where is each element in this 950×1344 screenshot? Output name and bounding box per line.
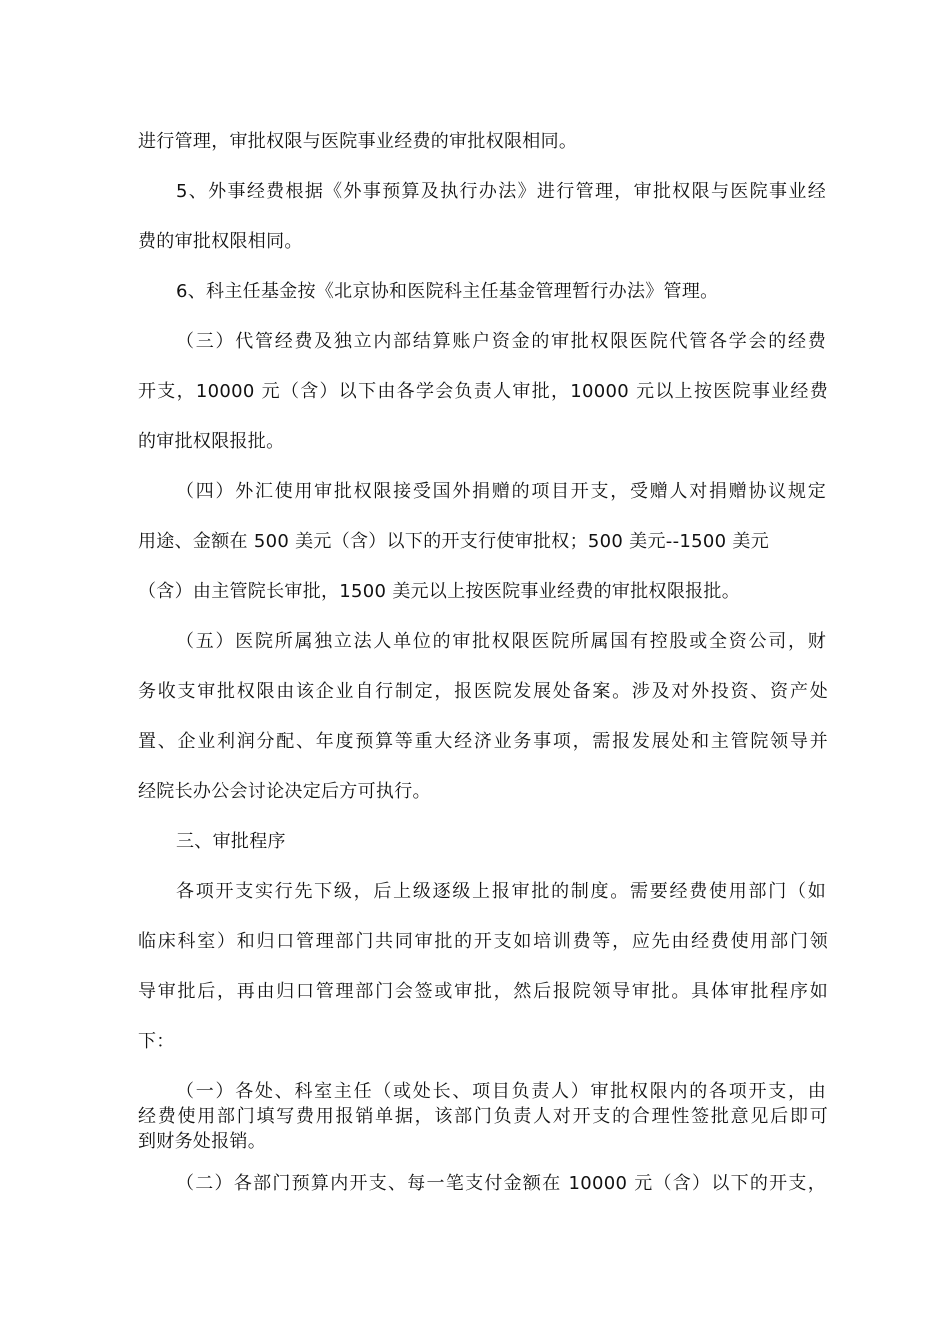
- procedure-item-1: （一）各处、科室主任（或处长、项目负责人）审批权限内的各项开支，由: [176, 1081, 826, 1102]
- text-line: 经院长办公会讨论决定后方可执行。: [138, 781, 431, 802]
- text-line: 下：: [138, 1031, 175, 1052]
- text-line: 开支，10000 元（含）以下由各学会负责人审批，10000 元以上按医院事业经费: [138, 381, 828, 402]
- section-heading-approval-procedure: 三、审批程序: [176, 831, 286, 852]
- text-line: 到财务处报销。: [138, 1131, 267, 1152]
- section-4-paragraph: （四）外汇使用审批权限接受国外捐赠的项目开支，受赠人对捐赠协议规定: [176, 481, 826, 502]
- text-line: 务收支审批权限由该企业自行制定，报医院发展处备案。涉及对外投资、资产处: [138, 681, 828, 702]
- text-line: 临床科室）和归口管理部门共同审批的开支如培训费等，应先由经费使用部门领: [138, 931, 828, 952]
- section-5-paragraph: （五）医院所属独立法人单位的审批权限医院所属国有控股或全资公司，财: [176, 631, 826, 652]
- text-line: 进行管理，审批权限与医院事业经费的审批权限相同。: [138, 131, 578, 152]
- text-line: 置、企业利润分配、年度预算等重大经济业务事项，需报发展处和主管院领导并: [138, 731, 828, 752]
- text-line: 的审批权限报批。: [138, 431, 285, 452]
- procedure-item-2: （二）各部门预算内开支、每一笔支付金额在 10000 元（含）以下的开支，: [176, 1173, 826, 1194]
- text-line: 经费使用部门填写费用报销单据，该部门负责人对开支的合理性签批意见后即可: [138, 1106, 828, 1127]
- text-line: 费的审批权限相同。: [138, 231, 303, 252]
- procedure-intro-paragraph: 各项开支实行先下级，后上级逐级上报审批的制度。需要经费使用部门（如: [176, 881, 826, 902]
- text-line: （含）由主管院长审批，1500 美元以上按医院事业经费的审批权限报批。: [138, 581, 741, 602]
- paragraph-item-5: 5、外事经费根据《外事预算及执行办法》进行管理，审批权限与医院事业经: [176, 181, 826, 202]
- text-line: 用途、金额在 500 美元（含）以下的开支行使审批权；500 美元--1500 美元: [138, 531, 769, 552]
- section-3-paragraph: （三）代管经费及独立内部结算账户资金的审批权限医院代管各学会的经费: [176, 331, 826, 352]
- paragraph-item-6: 6、科主任基金按《北京协和医院科主任基金管理暂行办法》管理。: [176, 281, 719, 302]
- text-line: 导审批后，再由归口管理部门会签或审批，然后报院领导审批。具体审批程序如: [138, 981, 828, 1002]
